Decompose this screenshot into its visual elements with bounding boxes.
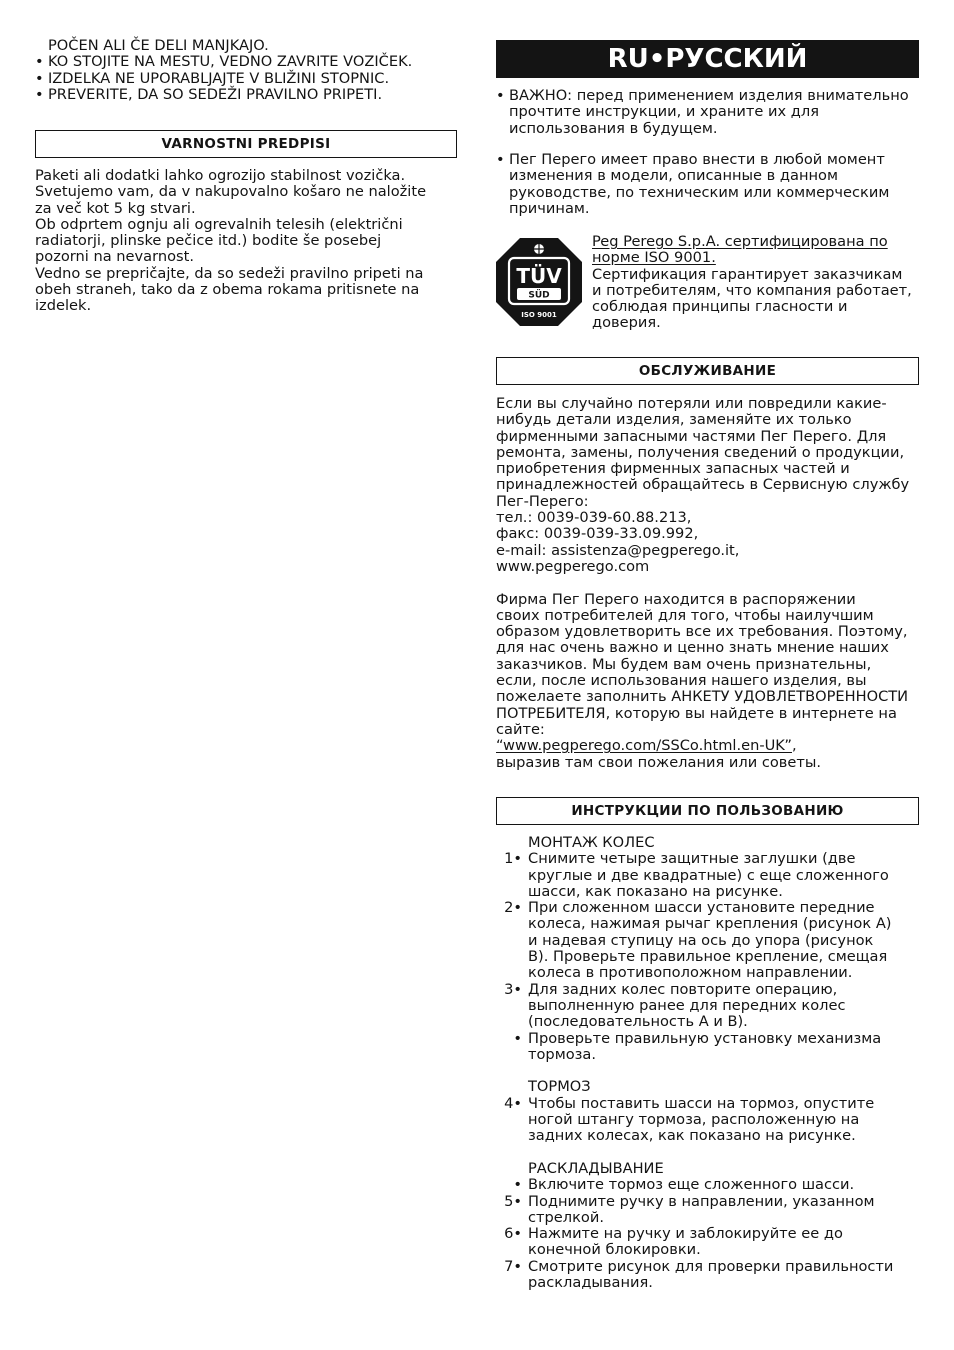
text-line: и потребителям, что компания работает,	[592, 281, 912, 299]
text-line: для нас очень важно и ценно знать мнение наших	[496, 639, 889, 657]
subsection-title: ТОРМОЗ	[528, 1078, 591, 1096]
language-banner: RU•РУССКИЙ	[496, 40, 919, 78]
text-line: образом удовлетворить все их требования. Поэтому,	[496, 623, 908, 641]
fax-line: факс: 0039-039-33.09.992,	[496, 525, 699, 543]
service-text	[496, 396, 909, 771]
step-marker: 6•	[504, 1225, 522, 1243]
tuv-sud-certification-logo	[496, 238, 582, 326]
step-text: Смотрите рисунок для проверки правильности	[528, 1257, 894, 1275]
safety-paragraph	[35, 168, 426, 315]
text-line: нибудь детали изделия, заменяйте их только	[496, 411, 852, 429]
notice-line: прочтите инструкции, и храните их для	[509, 103, 819, 121]
text-line: ПОТРЕБИТЕЛЯ, которую вы найдете в интернете на	[496, 704, 897, 722]
website-line: www.pegperego.com	[496, 557, 650, 575]
step-line: раскладывания.	[528, 1274, 653, 1292]
step-line	[496, 900, 893, 916]
text-line: Ob odprtem ognju ali ogrevalnih telesih (električni	[35, 215, 403, 233]
step-line: и надевая ступицу на ось до упора (рисунок	[528, 931, 874, 949]
bullet-marker: •	[496, 87, 505, 104]
text-line: приобретения фирменных запасных частей и	[496, 460, 850, 478]
section-heading-varnostni-predpisi: VARNOSTNI PREDPISI	[35, 130, 457, 158]
warning-text: KO STOJITE NA MESTU, VEDNO ZAVRITE VOZIČEK.	[48, 53, 413, 71]
text-line: своих потребителей для того, чтобы наилучшим	[496, 606, 874, 624]
notice-text: Пег Перего имеет право внести в любой момент	[509, 151, 885, 168]
text-line: доверия.	[592, 314, 661, 332]
step-line: колеса в противоположном направлении.	[528, 964, 853, 982]
step-line: В). Проверьте правильное крепление, смещая	[528, 948, 888, 966]
step-text: Для задних колес повторите операцию,	[528, 980, 838, 998]
step-line	[496, 851, 893, 867]
warning-item	[35, 54, 412, 70]
text-line: Svetujemo vam, da v nakupovalno košaro ne naložite	[35, 183, 427, 201]
step-marker: 1•	[504, 850, 522, 868]
step-text: Снимите четыре защитные заглушки (две	[528, 850, 856, 868]
iso-norm-text: норме ISO 9001.	[592, 249, 716, 267]
text-line: izdelek.	[35, 297, 92, 315]
paragraph-gap	[496, 575, 909, 591]
section-heading-instructions: ИНСТРУКЦИИ ПО ПОЛЬЗОВАНИЮ	[496, 797, 919, 825]
warning-item	[35, 71, 412, 87]
step-marker: •	[513, 1176, 522, 1194]
text-line: Пег-Перего:	[496, 492, 589, 510]
survey-url-line	[496, 738, 909, 754]
bullet-marker: •	[35, 85, 44, 103]
step-marker: 3•	[504, 980, 522, 998]
bullet-marker: •	[35, 53, 44, 71]
text-line: заказчиков. Мы будем вам очень признательны,	[496, 655, 872, 673]
text-line: ремонта, замены, получения сведений о продукции,	[496, 443, 905, 461]
step-marker: 5•	[504, 1192, 522, 1210]
text-line: фирменными запасными частями Пег Перего. Для	[496, 427, 887, 445]
slovenian-warnings	[35, 38, 412, 103]
step-line	[496, 1226, 893, 1242]
step-line	[496, 1096, 893, 1112]
notice-line: изменения в модели, описанные в данном	[509, 167, 838, 185]
subsection-title: РАСКЛАДЫВАНИЕ	[528, 1159, 664, 1177]
step-line	[496, 1031, 893, 1047]
text-line: выразив там свои пожелания или советы.	[496, 753, 822, 771]
text-line: сайте:	[496, 720, 545, 738]
notice-line: руководстве, по техническим или коммерческим	[509, 183, 890, 201]
warning-text: PREVERITE, DA SO SEDEŽI PRAVILNO PRIPETI.	[48, 85, 383, 103]
text-line: obeh straneh, tako da z obema rokama pritisnete na	[35, 281, 420, 299]
step-text: Нажмите на ручку и заблокируйте ее до	[528, 1225, 843, 1243]
step-line: конечной блокировки.	[528, 1241, 701, 1259]
bullet-marker: •	[35, 69, 44, 87]
step-line: круглые и две квадратные) с еще сложенного	[528, 866, 889, 884]
step-line	[496, 1194, 893, 1210]
step-text: Чтобы поставить шасси на тормоз, опустите	[528, 1094, 875, 1112]
logo-brand-text: TÜV	[516, 264, 562, 288]
step-line: колеса, нажимая рычаг крепления (рисунок А)	[528, 915, 892, 933]
certification-text	[592, 234, 912, 332]
text-line: radiatorji, plinske pečice itd.) bodite še posebej	[35, 232, 382, 250]
notice-line: использования в будущем.	[509, 119, 718, 137]
text-line: если, после использования нашего изделия, вы	[496, 672, 867, 690]
section-gap	[496, 1145, 893, 1161]
step-text: При сложенном шасси установите передние	[528, 899, 875, 917]
bullet-marker: •	[496, 151, 505, 168]
survey-url: “www.pegperego.com/SSCo.html.en-UK”	[496, 737, 792, 755]
step-line: (последовательность А и В).	[528, 1013, 748, 1031]
step-marker: •	[513, 1029, 522, 1047]
instructions-list	[496, 835, 893, 1291]
step-line: задних колесах, как показано на рисунке.	[528, 1127, 856, 1145]
text-line: za več kot 5 kg stvari.	[35, 199, 196, 217]
step-line: стрелкой.	[528, 1208, 604, 1226]
text-line: пожелаете заполнить АНКЕТУ УДОВЛЕТВОРЕННОСТИ	[496, 688, 909, 706]
email-line: e-mail: assistenza@pegperego.it,	[496, 541, 740, 559]
text-line: Paketi ali dodatki lahko ogrozijo stabilnost vozička.	[35, 167, 406, 184]
warning-continuation: POČEN ALI ČE DELI MANJKAJO.	[48, 37, 269, 54]
text-line: Фирма Пег Перего находится в распоряжении	[496, 590, 856, 608]
text-line: принадлежностей обращайтесь в Сервисную службу	[496, 476, 910, 494]
step-text: Поднимите ручку в направлении, указанном	[528, 1192, 875, 1210]
section-heading-service: ОБСЛУЖИВАНИЕ	[496, 357, 919, 385]
step-text: Включите тормоз еще сложенного шасси.	[528, 1176, 855, 1194]
step-line: шасси, как показано на рисунке.	[528, 882, 783, 900]
notice-text: ВАЖНО: перед применением изделия внимательно	[509, 87, 909, 104]
notice-line: причинам.	[509, 199, 590, 217]
subsection-title: МОНТАЖ КОЛЕС	[528, 834, 655, 851]
step-line	[496, 1259, 893, 1275]
step-line: ногой штангу тормоза, расположенную на	[528, 1111, 860, 1129]
step-text: Проверьте правильную установку механизма	[528, 1029, 882, 1047]
text-line: Если вы случайно потеряли или повредили какие-	[496, 395, 887, 412]
warning-text: IZDELKA NE UPORABLJAJTE V BLIŽINI STOPNIC.	[48, 69, 390, 87]
notice-changes	[496, 152, 889, 217]
url-suffix: ,	[791, 737, 797, 755]
step-line	[496, 1177, 893, 1193]
warning-item	[35, 87, 412, 103]
certification-underlined-line	[592, 250, 912, 266]
notice-line	[496, 152, 889, 168]
logo-sub-text: SÜD	[528, 290, 550, 301]
text-line: соблюдая принципы гласности и	[592, 298, 848, 316]
step-line: выполненную ранее для передних колес	[528, 996, 846, 1014]
notice-important	[496, 88, 909, 137]
section-gap	[496, 1063, 893, 1079]
notice-line	[496, 88, 909, 104]
certification-underlined-line: Peg Perego S.p.A. сертифицирована по	[592, 233, 888, 250]
text-line: Сертификация гарантирует заказчикам	[592, 265, 903, 283]
logo-standard-text: ISO 9001	[521, 311, 557, 319]
step-marker: 4•	[504, 1094, 522, 1112]
step-line	[496, 982, 893, 998]
phone-line: тел.: 0039-039-60.88.213,	[496, 509, 692, 527]
text-line: pozorni na nevarnost.	[35, 248, 194, 266]
step-line: тормоза.	[528, 1045, 596, 1063]
step-marker: 7•	[504, 1257, 522, 1275]
step-marker: 2•	[504, 899, 522, 917]
text-line: Vedno se prepričajte, da so sedeži pravilno pripeti na	[35, 264, 424, 282]
